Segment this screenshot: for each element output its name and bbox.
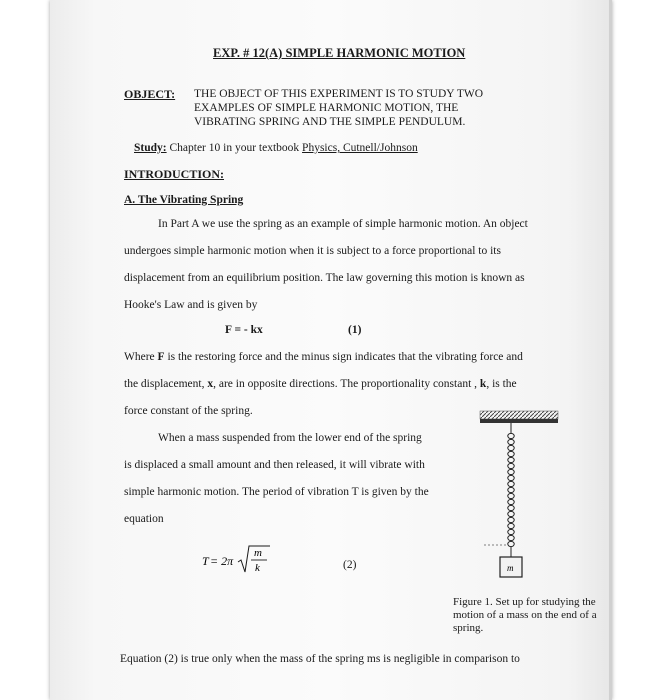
eq2-m: m [254,547,262,559]
spring-coil [508,445,514,450]
spring-coil [508,493,514,498]
spring-coil [508,457,514,462]
object-text [194,87,524,129]
section-a-heading: A. The Vibrating Spring [124,194,244,206]
para2-line: force constant of the spring. [124,405,253,417]
para2-line: Where F is the restoring force and the minus sign indicates that the vibrating force and [124,351,523,363]
para2-line: the displacement, x, are in opposite directions. The proportionality constant , k, is the [124,378,517,390]
ceiling-support [480,411,558,419]
page-title: EXP. # 12(A) SIMPLE HARMONIC MOTION [213,46,466,60]
ceiling-bar [480,419,558,423]
spring-coil [508,451,514,456]
eq2-k: k [255,562,260,574]
figure-spring-mass [478,409,560,581]
eq2-eq: = 2π [210,554,234,568]
spring-coil [508,517,514,522]
equation-1: F = - kx [225,324,263,336]
spring-coil [508,487,514,492]
equation-2-formula [200,540,280,580]
eq2-T: T [202,554,209,568]
spring-coil [508,511,514,516]
spring-coil [508,505,514,510]
para1-line: In Part A we use the spring as an example of simple harmonic motion. An object [158,218,528,230]
object-line: THE OBJECT OF THIS EXPERIMENT IS TO STUDY TWO [194,88,484,100]
mass-label: m [507,563,514,573]
spring-coil [508,439,514,444]
figure-caption: Figure 1. Set up for studying the motion of a mass on the end of a spring. [453,596,597,634]
para3-line: When a mass suspended from the lower end of the spring [158,432,422,444]
object-line: VIBRATING SPRING AND THE SIMPLE PENDULUM. [194,116,466,128]
equation-2-number: (2) [343,559,357,571]
spring-coil [508,535,514,540]
object-label: OBJECT: [124,87,176,101]
para3-line: equation [124,513,164,525]
spring-coil [508,433,514,438]
para1-line: Hooke's Law and is given by [124,299,258,311]
study-book: Physics, Cutnell/Johnson [302,142,418,154]
para3-line: is displaced a small amount and then released, it will vibrate with [124,459,425,471]
para1-line: displacement from an equilibrium position. The law governing this motion is known as [124,272,525,284]
spring-coil [508,529,514,534]
study-line [134,141,418,155]
object-line: EXAMPLES OF SIMPLE HARMONIC MOTION, THE [194,102,459,114]
introduction-heading: INTRODUCTION: [124,167,225,181]
spring-coils [508,433,514,546]
spring-coil [508,541,514,546]
study-label: Study: [134,142,167,154]
spring-coil [508,463,514,468]
para1-line: undergoes simple harmonic motion when it is subject to a force proportional to its [124,245,501,257]
last-line: Equation (2) is true only when the mass of the spring ms is negligible in comparison to [120,653,520,665]
study-text: Chapter 10 in your textbook [166,142,303,154]
para3-line: simple harmonic motion. The period of vibration T is given by the [124,486,429,498]
spring-coil [508,499,514,504]
spring-coil [508,523,514,528]
spring-coil [508,481,514,486]
equation-1-number: (1) [348,324,362,336]
spring-coil [508,475,514,480]
spring-coil [508,469,514,474]
